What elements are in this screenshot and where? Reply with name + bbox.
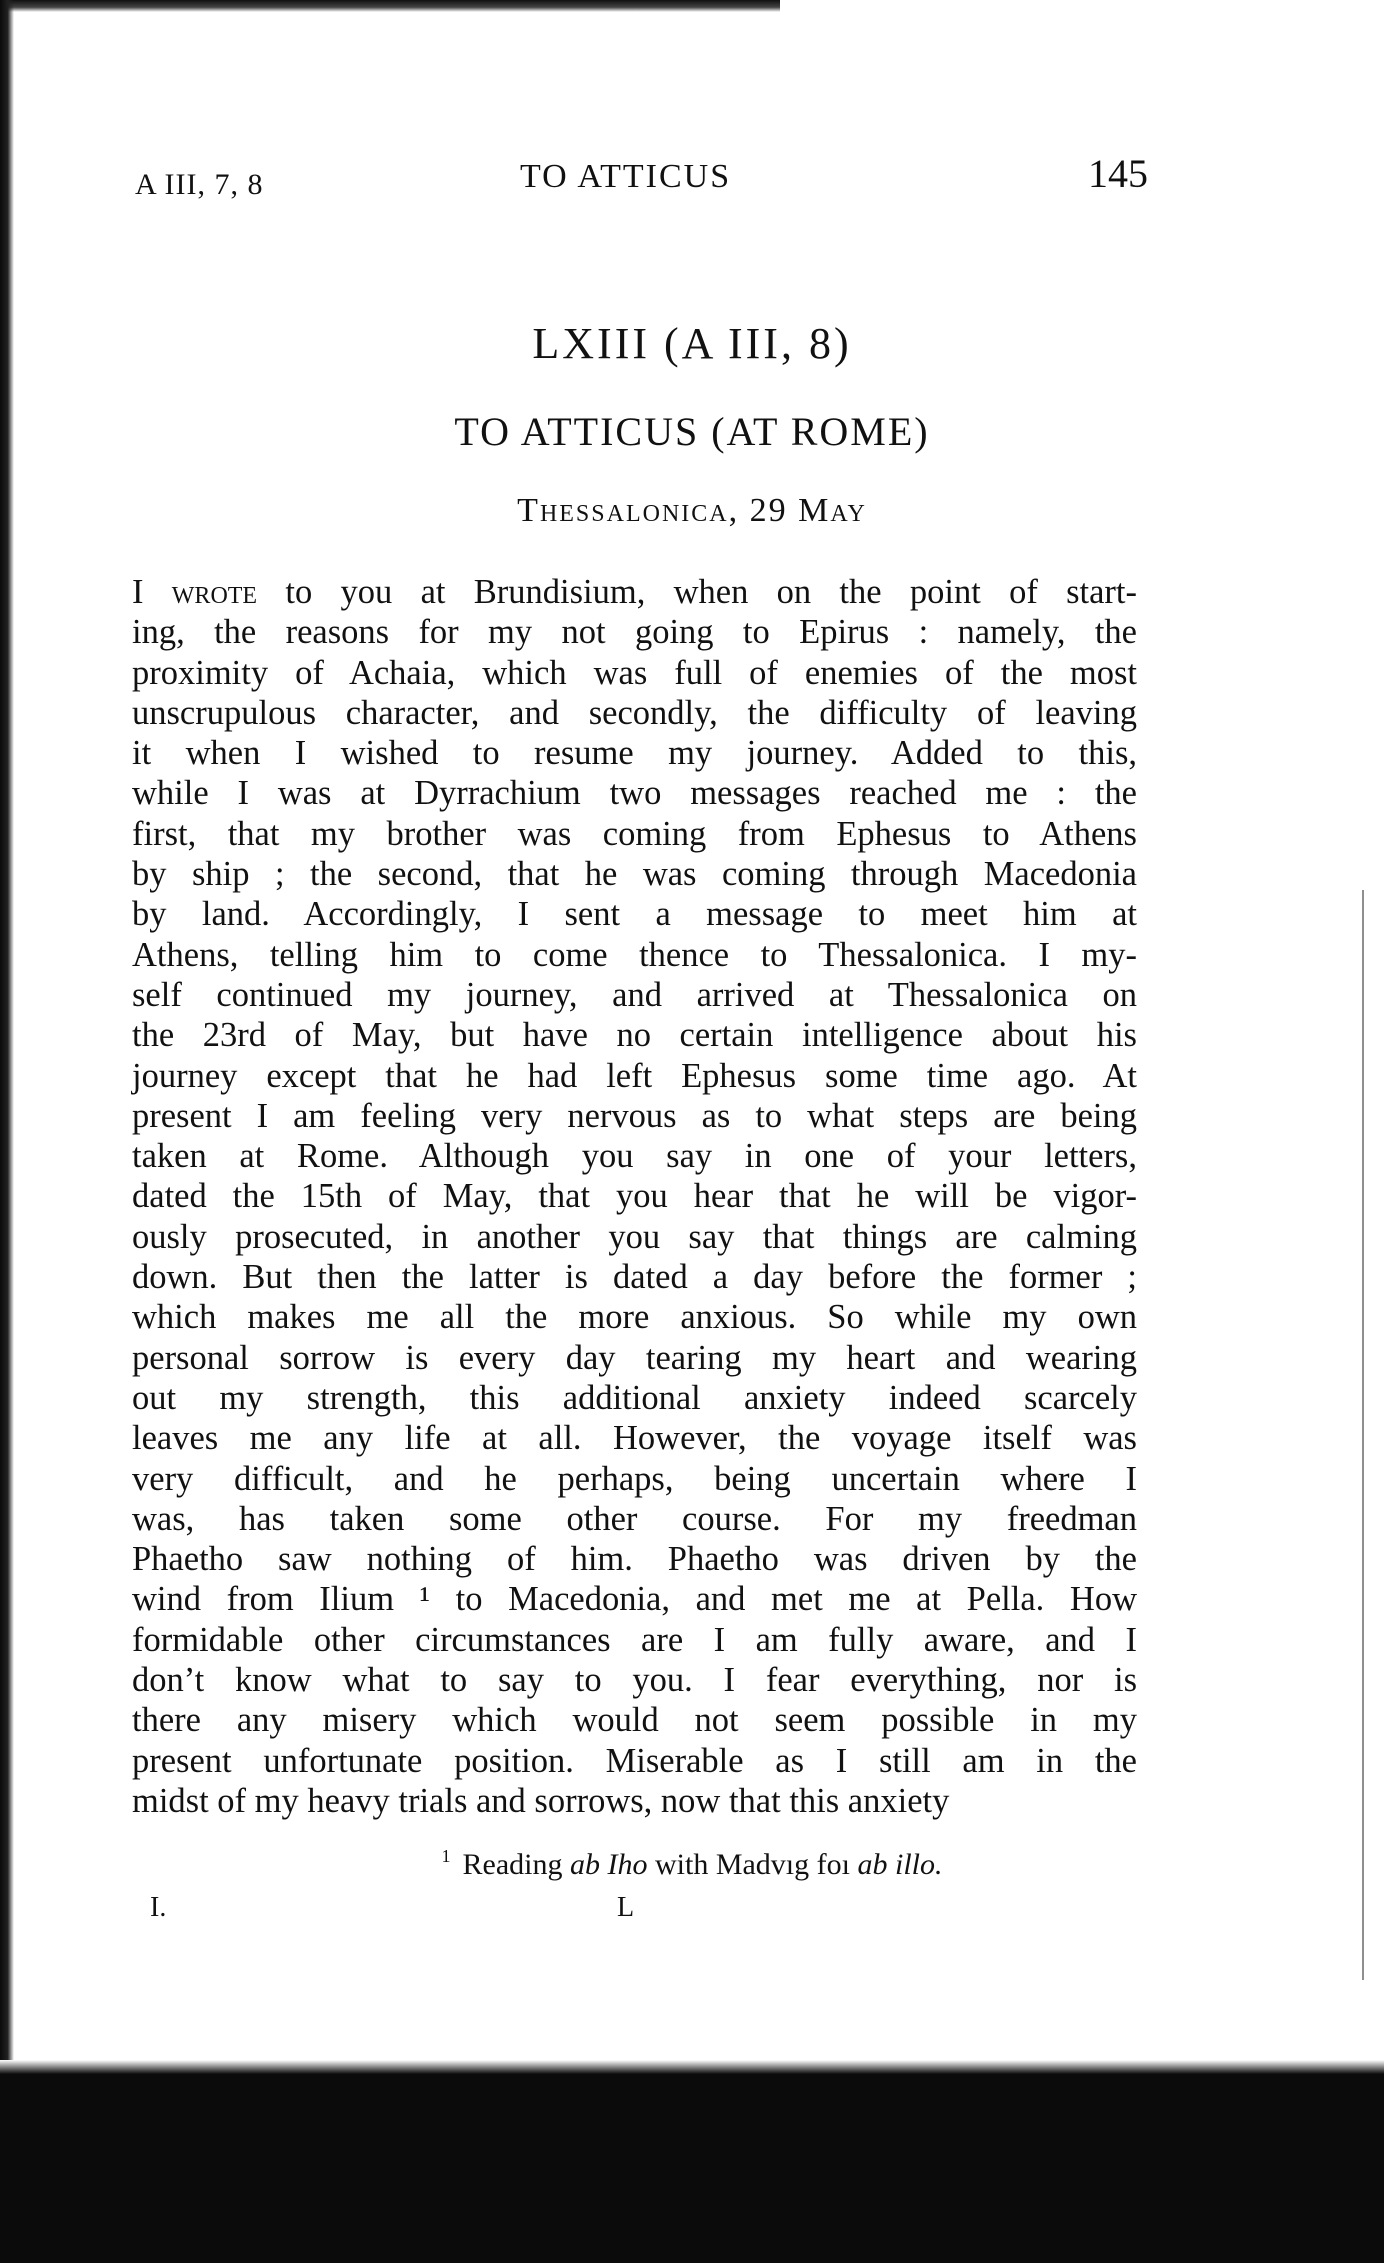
footnote-text-before: Reading bbox=[462, 1848, 570, 1881]
letter-body bbox=[132, 572, 1137, 1821]
body-line: journey except that he had left Ephesus some time ago. At bbox=[132, 1056, 1137, 1095]
body-line: which makes me all the more anxious. So while my own bbox=[132, 1298, 1137, 1337]
footnote bbox=[0, 1848, 1384, 1882]
running-head bbox=[0, 150, 1384, 210]
footnote-text-middle: with Madvıg foı bbox=[647, 1848, 858, 1881]
body-line: Athens, telling him to come thence to Thessalonica. I my- bbox=[132, 935, 1137, 974]
body-line: leaves me any life at all. However, the voyage itself was bbox=[132, 1419, 1137, 1458]
body-line: unscrupulous character, and secondly, the difficulty of leaving bbox=[132, 693, 1137, 732]
letter-heading: TO ATTICUS (AT ROME) bbox=[454, 409, 930, 454]
body-line-text: to you at Brundisium, when on the point of start- bbox=[257, 573, 1137, 611]
scan-top-shadow bbox=[0, 0, 780, 12]
page-number: 145 bbox=[1088, 151, 1148, 196]
opening-word: I wrote bbox=[132, 573, 258, 611]
body-line: personal sorrow is every day tearing my heart and wearing bbox=[132, 1338, 1137, 1377]
scan-bottom-shadow bbox=[0, 2060, 1384, 2263]
body-line: by ship ; the second, that he was coming through Macedonia bbox=[132, 855, 1137, 894]
body-line: proximity of Achaia, which was full of enemies of the most bbox=[132, 653, 1137, 692]
body-line: while I was at Dyrrachium two messages reached me : the bbox=[132, 774, 1137, 813]
running-head-title: TO ATTICUS bbox=[520, 158, 732, 195]
signature-letter-mark: L bbox=[617, 1892, 635, 1923]
body-line: it when I wished to resume my journey. Added to this, bbox=[132, 734, 1137, 773]
body-line: present I am feeling very nervous as to what steps are being bbox=[132, 1096, 1137, 1135]
scan-left-binding-shadow bbox=[0, 0, 14, 2080]
footnote-marker: 1 bbox=[441, 1846, 451, 1866]
body-line: formidable other circumstances are I am fully aware, and I bbox=[132, 1620, 1137, 1659]
body-line: ing, the reasons for my not going to Epirus : namely, the bbox=[132, 613, 1137, 652]
signature-volume-mark: I. bbox=[150, 1892, 167, 1923]
body-line: the 23rd of May, but have no certain intelligence about his bbox=[132, 1016, 1137, 1055]
body-line: there any misery which would not seem possible in my bbox=[132, 1701, 1137, 1740]
body-line: by land. Accordingly, I sent a message to meet him at bbox=[132, 895, 1137, 934]
letter-dateline: Thessalonica, 29 May bbox=[517, 492, 867, 529]
scan-right-edge-marks bbox=[1362, 890, 1368, 1980]
footnote-original-reading: ab illo. bbox=[857, 1848, 943, 1881]
body-line: first, that my brother was coming from Ephesus to Athens bbox=[132, 814, 1137, 853]
body-line bbox=[132, 572, 1137, 612]
body-line: ously prosecuted, in another you say that things are calming bbox=[132, 1217, 1137, 1256]
body-line: midst of my heavy trials and sorrows, now that this anxiety bbox=[132, 1781, 950, 1820]
body-line: self continued my journey, and arrived at Thessalonica on bbox=[132, 975, 1137, 1014]
body-line: Phaetho saw nothing of him. Phaetho was driven by the bbox=[132, 1540, 1137, 1579]
body-line: wind from Ilium ¹ to Macedonia, and met me at Pella. How bbox=[132, 1580, 1137, 1619]
body-line: don’t know what to say to you. I fear everything, nor is bbox=[132, 1661, 1137, 1700]
letter-number: LXIII (A III, 8) bbox=[532, 319, 852, 368]
body-line: down. But then the latter is dated a day before the former ; bbox=[132, 1258, 1137, 1297]
body-line: very difficult, and he perhaps, being uncertain where I bbox=[132, 1459, 1137, 1498]
body-line: dated the 15th of May, that you hear that he will be vigor- bbox=[132, 1177, 1137, 1216]
body-line: out my strength, this additional anxiety indeed scarcely bbox=[132, 1378, 1137, 1417]
body-line: taken at Rome. Although you say in one of your letters, bbox=[132, 1137, 1137, 1176]
body-line: present unfortunate position. Miserable as I still am in the bbox=[132, 1741, 1137, 1780]
body-line: was, has taken some other course. For my freedman bbox=[132, 1499, 1137, 1538]
running-head-reference: A III, 7, 8 bbox=[135, 168, 264, 201]
footnote-reading: ab Iho bbox=[569, 1848, 648, 1881]
